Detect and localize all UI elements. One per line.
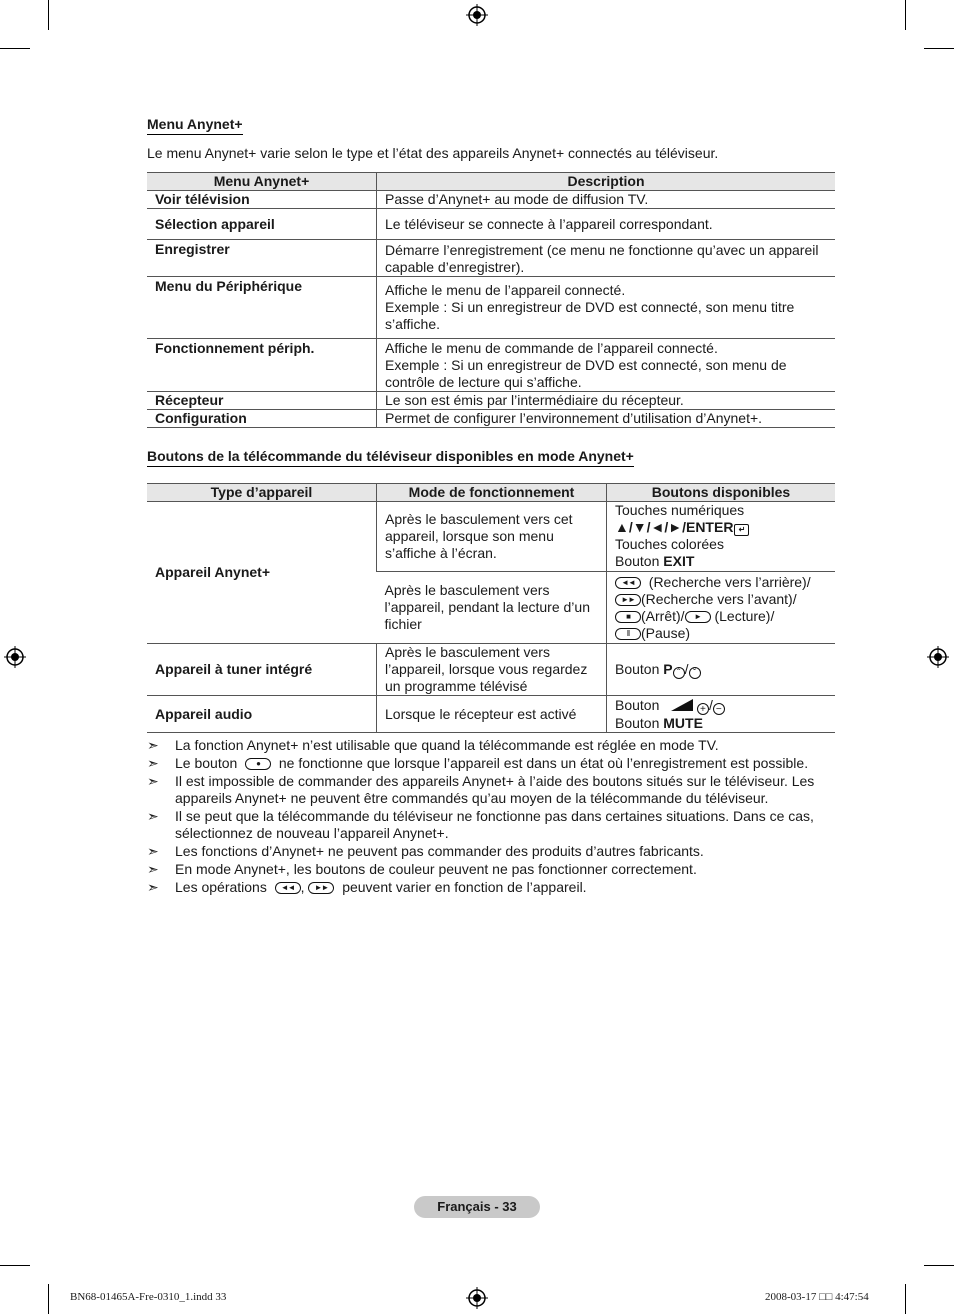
buttons-cell: [607, 696, 836, 733]
crop-mark: [48, 1284, 49, 1314]
note-arrow-icon: ➣: [147, 755, 159, 771]
date-slug: 2008-03-17 □□ 4:47:54: [765, 1291, 869, 1303]
registration-mark-icon: [927, 646, 949, 668]
crop-mark: [905, 1284, 906, 1314]
exit-key: EXIT: [663, 553, 695, 569]
desc-cell: Le son est émis par l’intermédiaire du récepteur.: [377, 392, 836, 410]
page-number-badge: Français - 33: [414, 1196, 540, 1218]
menu-cell: Enregistrer: [147, 240, 377, 277]
table-row: [147, 644, 835, 696]
note-arrow-icon: ➣: [147, 861, 159, 877]
enter-key: ENTER: [685, 519, 734, 535]
menu-cell: Menu du Périphérique: [147, 277, 377, 339]
buttons-line: ◄◄ (Recherche vers l’arrière)/: [615, 574, 827, 591]
mode-cell: Après le basculement vers l’appareil, lorsque vous regardez un programme télévisé: [377, 644, 607, 696]
crop-mark: [0, 48, 30, 49]
column-header: Boutons disponibles: [607, 484, 836, 502]
column-header: Mode de fonctionnement: [377, 484, 607, 502]
volume-down-icon: −: [713, 703, 725, 715]
menu-cell: Fonctionnement périph.: [147, 339, 377, 392]
list-item: ➣ En mode Anynet+, les boutons de couleur peuvent ne pas fonctionner correctement.: [147, 861, 697, 877]
desc-cell: [377, 339, 836, 392]
table-row: [147, 277, 835, 339]
table-row: [147, 392, 835, 410]
table-row: [147, 502, 835, 572]
desc-cell: Permet de configurer l’environnement d’utilisation d’Anynet+.: [377, 410, 836, 428]
buttons-line: Bouton EXIT: [615, 553, 695, 569]
crop-mark: [924, 1265, 954, 1266]
column-header: Type d’appareil: [147, 484, 377, 502]
buttons-line: ■ (Arrêt)/ ► (Lecture)/: [615, 608, 827, 625]
section-title-remote-buttons: Boutons de la télécommande du téléviseur disponibles en mode Anynet+: [147, 448, 634, 467]
buttons-line: ►► (Recherche vers l’avant)/: [615, 591, 827, 608]
buttons-cell: [607, 572, 836, 644]
device-cell: Appareil à tuner intégré: [147, 644, 377, 696]
desc-line: Affiche le menu de l’appareil connecté.: [385, 282, 626, 298]
table-header-row: [147, 173, 835, 191]
section-title-anynet-menu: Menu Anynet+: [147, 116, 243, 135]
list-item: ➣ La fonction Anynet+ n’est utilisable que quand la télécommande est réglée en mode TV.: [147, 737, 719, 753]
column-header: Menu Anynet+: [147, 173, 377, 191]
table-row: [147, 696, 835, 733]
volume-icon: [671, 699, 693, 711]
notes-list: [147, 737, 835, 896]
desc-cell: Passe d’Anynet+ au mode de diffusion TV.: [377, 191, 836, 209]
buttons-line: Bouton + / −: [615, 697, 827, 715]
buttons-line: [615, 519, 827, 536]
record-icon: ●: [245, 758, 271, 770]
list-item: ➣ Il se peut que la télécommande du téléviseur ne fonctionne pas dans certaines situations. Dans ce cas, sélectionnez de nouveau l’appareil Anynet+.: [147, 808, 814, 841]
table-row: [147, 240, 835, 277]
crop-mark: [905, 0, 906, 30]
menu-cell: Sélection appareil: [147, 209, 377, 240]
anynet-menu-table: [147, 172, 835, 428]
play-icon: ►: [685, 611, 711, 623]
buttons-line: Touches numériques: [615, 502, 745, 518]
desc-line: Exemple : Si un enregistreur de DVD est connecté, son menu titre s’affiche.: [385, 299, 795, 332]
mute-key: MUTE: [663, 714, 703, 731]
channel-down-icon: ˇ: [689, 667, 701, 679]
mode-cell: Après le basculement vers l’appareil, pendant la lecture d’un fichier: [377, 572, 607, 644]
fast-forward-icon: ►►: [615, 594, 641, 606]
list-item: ➣ Le bouton ● ne fonctionne que lorsque l’appareil est dans un état où l’enregistrement est possible.: [147, 755, 809, 771]
buttons-cell: [607, 502, 836, 572]
table-row: [147, 209, 835, 240]
pause-icon: II: [615, 628, 641, 640]
buttons-cell: Bouton P ˆ / ˇ: [607, 644, 836, 696]
buttons-line: Bouton MUTE: [615, 714, 703, 731]
page-content: [147, 116, 835, 897]
registration-mark-icon: [4, 646, 26, 668]
note-arrow-icon: ➣: [147, 879, 159, 895]
desc-cell: Le téléviseur se connecte à l’appareil correspondant.: [377, 209, 836, 240]
enter-icon: ↵: [734, 524, 749, 536]
buttons-line: Touches colorées: [615, 536, 724, 552]
note-arrow-icon: ➣: [147, 773, 159, 789]
registration-mark-icon: [466, 1287, 488, 1309]
volume-up-icon: +: [697, 703, 709, 715]
fast-forward-icon: ►►: [308, 882, 334, 894]
list-item: ➣ Les opérations ◄◄ , ►► peuvent varier en fonction de l’appareil.: [147, 879, 587, 895]
crop-mark: [924, 48, 954, 49]
table-header-row: [147, 484, 835, 502]
table-row: [147, 410, 835, 428]
section-intro: Le menu Anynet+ varie selon le type et l’état des appareils Anynet+ connectés au téléviseur.: [147, 145, 719, 161]
column-header: Description: [377, 173, 836, 191]
list-item: ➣ Il est impossible de commander des appareils Anynet+ à l’aide des boutons situés sur le téléviseur. Les appareils Anynet+ ne peuvent être commandés qu’au moyen de la télécommande du téléviseur.: [147, 773, 815, 806]
registration-mark-icon: [466, 4, 488, 26]
buttons-line: II (Pause): [615, 625, 827, 642]
channel-key: P: [663, 660, 673, 677]
device-cell: Appareil audio: [147, 696, 377, 733]
table-row: [147, 339, 835, 392]
note-arrow-icon: ➣: [147, 843, 159, 859]
arrow-keys: ▲/▼/◄/►/: [615, 519, 686, 535]
desc-line: Exemple : Si un enregistreur de DVD est connecté, son menu de contrôle de lecture qui s’affiche.: [385, 357, 787, 390]
desc-cell: [377, 277, 836, 339]
list-item: ➣ Les fonctions d’Anynet+ ne peuvent pas commander des produits d’autres fabricants.: [147, 843, 704, 859]
remote-buttons-table: [147, 483, 835, 733]
stop-icon: ■: [615, 611, 641, 623]
rewind-icon: ◄◄: [615, 577, 641, 589]
channel-up-icon: ˆ: [673, 667, 685, 679]
note-arrow-icon: ➣: [147, 808, 159, 824]
note-arrow-icon: ➣: [147, 737, 159, 753]
crop-mark: [0, 1265, 30, 1266]
crop-mark: [48, 0, 49, 30]
file-slug: BN68-01465A-Fre-0310_1.indd 33: [70, 1291, 227, 1303]
desc-cell: Démarre l’enregistrement (ce menu ne fonctionne qu’avec un appareil capable d’enregistrer).: [377, 240, 836, 277]
rewind-icon: ◄◄: [275, 882, 301, 894]
device-cell: Appareil Anynet+: [147, 502, 377, 644]
table-row: [147, 191, 835, 209]
mode-cell: Lorsque le récepteur est activé: [377, 696, 607, 733]
menu-cell: Récepteur: [147, 392, 377, 410]
menu-cell: Configuration: [147, 410, 377, 428]
desc-line: Affiche le menu de commande de l’appareil connecté.: [385, 340, 718, 356]
menu-cell: Voir télévision: [147, 191, 377, 209]
mode-cell: Après le basculement vers cet appareil, lorsque son menu s’affiche à l’écran.: [377, 502, 607, 572]
